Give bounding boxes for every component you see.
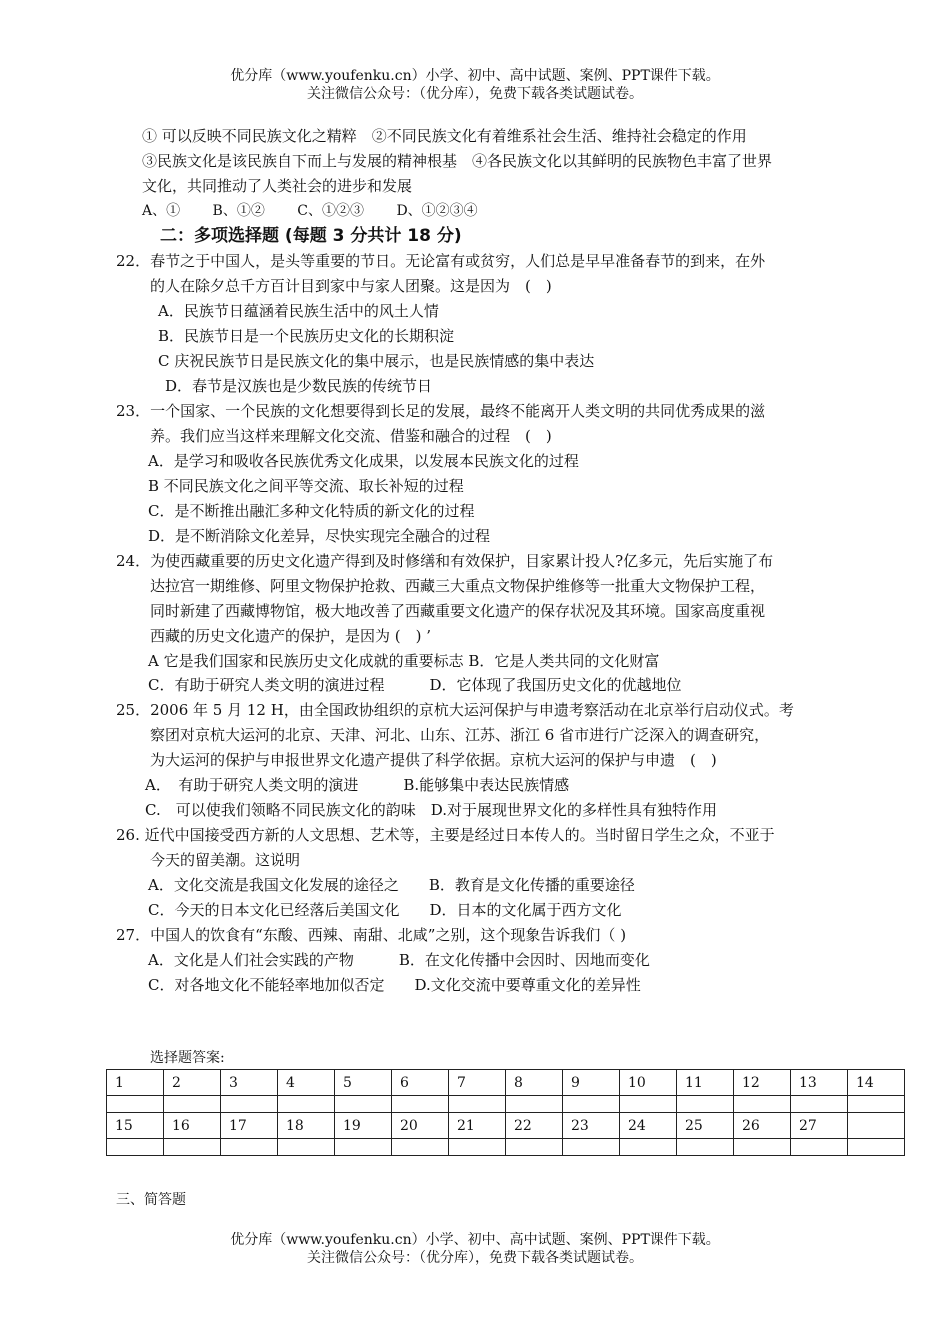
q26-stem-line-2: 今天的留美潮。这说明 xyxy=(150,851,301,869)
answer-cell[interactable] xyxy=(449,1096,506,1113)
footer-line-1: 优分库（www.youfenku.cn）小学、初中、高中试题、案例、PPT课件下载。 xyxy=(230,1232,720,1248)
table-cell xyxy=(848,1113,905,1139)
answer-cell[interactable] xyxy=(278,1139,335,1156)
prev-question-line-2: ③民族文化是该民族自下而上与发展的精神根基 ④各民族文化以其鲜明的民族物色丰富了世界 xyxy=(142,152,773,170)
q23-option-b: B 不同民族文化之间平等交流、取长补短的过程 xyxy=(148,477,464,495)
page-header xyxy=(0,67,950,103)
answer-table-number-row xyxy=(107,1113,905,1139)
q26-stem-line-1: 26. 近代中国接受西方新的人文思想、艺术等，主要是经过日本传人的。当时留日学生之众，不亚于 xyxy=(116,826,775,844)
q26-options-line-2: C．今天的日本文化已经落后美国文化 D．日本的文化属于西方文化 xyxy=(148,901,622,919)
prev-question-options: A、① B、①② C、①②③ D、①②③④ xyxy=(142,203,478,219)
prev-question-line-3: 文化，共同推动了人类社会的进步和发展 xyxy=(142,177,413,195)
header-line-1: 优分库（www.youfenku.cn）小学、初中、高中试题、案例、PPT课件下载。 xyxy=(230,68,720,84)
q24-options-line-1: A 它是我们国家和民族历史文化成就的重要标志 B．它是人类共同的文化财富 xyxy=(148,652,660,670)
table-cell: 9 xyxy=(563,1070,620,1096)
q24-stem-line-2: 达拉宫一期维修、阿里文物保护抢救、西藏三大重点文物保护维修等一批重大文物保护工程， xyxy=(150,577,766,595)
answer-cell[interactable] xyxy=(164,1139,221,1156)
table-cell: 26 xyxy=(734,1113,791,1139)
answer-cell[interactable] xyxy=(677,1139,734,1156)
answer-cell[interactable] xyxy=(734,1096,791,1113)
answer-cell[interactable] xyxy=(677,1096,734,1113)
answer-cell[interactable] xyxy=(848,1096,905,1113)
section-3-title: 三、简答题 xyxy=(116,1192,186,1208)
answer-cell[interactable] xyxy=(221,1096,278,1113)
q27-stem-line-1: 27．中国人的饮食有“东酸、西辣、南甜、北咸”之别，这个现象告诉我们（ ) xyxy=(116,926,627,944)
answer-cell[interactable] xyxy=(563,1096,620,1113)
answer-cell[interactable] xyxy=(734,1139,791,1156)
q23-option-c: C．是不断推出融汇多种文化特质的新文化的过程 xyxy=(148,502,475,520)
table-cell: 5 xyxy=(335,1070,392,1096)
answer-cell[interactable] xyxy=(506,1096,563,1113)
answer-cell[interactable] xyxy=(392,1139,449,1156)
table-cell: 19 xyxy=(335,1113,392,1139)
answer-table-answer-row xyxy=(107,1139,905,1156)
table-cell: 14 xyxy=(848,1070,905,1096)
q22-stem-line-2: 的人在除夕总千方百计目到家中与家人团聚。这是因为 ( ) xyxy=(150,277,552,295)
table-cell: 8 xyxy=(506,1070,563,1096)
q23-stem-line-1: 23．一个国家、一个民族的文化想要得到长足的发展，最终不能离开人类文明的共同优秀成果的滋 xyxy=(116,402,766,420)
q25-stem-line-3: 为大运河的保护与申报世界文化遗产提供了科学依据。京杭大运河的保护与申遗 ( ) xyxy=(150,751,717,769)
table-cell: 27 xyxy=(791,1113,848,1139)
answer-cell[interactable] xyxy=(164,1096,221,1113)
table-cell: 12 xyxy=(734,1070,791,1096)
header-line-2: 关注微信公众号：（优分库），免费下载各类试题试卷。 xyxy=(307,86,643,102)
answer-cell[interactable] xyxy=(563,1139,620,1156)
q24-options-line-2: C．有助于研究人类文明的演进过程 D．它体现了我国历史文化的优越地位 xyxy=(148,676,682,694)
table-cell: 22 xyxy=(506,1113,563,1139)
answer-cell[interactable] xyxy=(221,1139,278,1156)
q24-stem-line-1: 24．为使西藏重要的历史文化遗产得到及时修缮和有效保护，目家累计投人?亿多元，先后实施了布 xyxy=(116,552,774,570)
q26-options-line-1: A．文化交流是我国文化发展的途径之 B．教育是文化传播的重要途径 xyxy=(148,876,635,894)
q25-options-line-1: A． 有助于研究人类文明的演进 B.能够集中表达民族情感 xyxy=(145,776,570,794)
table-cell: 18 xyxy=(278,1113,335,1139)
answer-table-answer-row xyxy=(107,1096,905,1113)
q22-option-b: B．民族节日是一个民族历史文化的长期积淀 xyxy=(158,327,455,345)
q24-stem-line-3: 同时新建了西藏博物馆，极大地改善了西藏重要文化遗产的保存状况及其环境。国家高度重视 xyxy=(150,602,766,620)
answer-cell[interactable] xyxy=(392,1096,449,1113)
q22-stem-line-1: 22．春节之于中国人，是头等重要的节日。无论富有或贫穷，人们总是早早准备春节的到来，在外 xyxy=(116,252,766,270)
answer-table-label: 选择题答案: xyxy=(150,1050,225,1066)
answer-cell[interactable] xyxy=(506,1139,563,1156)
answer-cell[interactable] xyxy=(278,1096,335,1113)
table-cell: 3 xyxy=(221,1070,278,1096)
table-cell: 4 xyxy=(278,1070,335,1096)
table-cell: 13 xyxy=(791,1070,848,1096)
table-cell: 23 xyxy=(563,1113,620,1139)
answer-table-number-row xyxy=(107,1070,905,1096)
table-cell: 11 xyxy=(677,1070,734,1096)
table-cell: 21 xyxy=(449,1113,506,1139)
section-2-title: 二：多项选择题 (每题 3 分共计 18 分) xyxy=(160,226,462,246)
table-cell: 15 xyxy=(107,1113,164,1139)
q27-options-line-2: C．对各地文化不能轻率地加似否定 D.文化交流中要尊重文化的差异性 xyxy=(148,976,641,994)
answer-cell[interactable] xyxy=(335,1096,392,1113)
table-cell: 2 xyxy=(164,1070,221,1096)
q23-option-d: D．是不断消除文化差异，尽快实现完全融合的过程 xyxy=(148,527,491,545)
answer-cell[interactable] xyxy=(791,1139,848,1156)
answer-cell[interactable] xyxy=(620,1096,677,1113)
table-cell: 17 xyxy=(221,1113,278,1139)
answer-cell[interactable] xyxy=(107,1139,164,1156)
table-cell: 25 xyxy=(677,1113,734,1139)
prev-question-line-1: ① 可以反映不同民族文化之精粹 ②不同民族文化有着维系社会生活、维持社会稳定的作用 xyxy=(142,127,747,145)
q27-options-line-1: A．文化是人们社会实践的产物 B．在文化传播中会因时、因地而变化 xyxy=(148,951,650,969)
table-cell: 24 xyxy=(620,1113,677,1139)
q22-option-a: A．民族节日蕴涵着民族生活中的风土人情 xyxy=(158,302,439,320)
table-cell: 10 xyxy=(620,1070,677,1096)
table-cell: 7 xyxy=(449,1070,506,1096)
answer-table xyxy=(106,1069,905,1156)
answer-cell[interactable] xyxy=(449,1139,506,1156)
table-cell: 16 xyxy=(164,1113,221,1139)
q25-stem-line-1: 25．2006 年 5 月 12 H，由全国政协组织的京杭大运河保护与申遗考察活动在北京举行启动仪式。考 xyxy=(116,701,794,719)
footer-line-2: 关注微信公众号：（优分库），免费下载各类试题试卷。 xyxy=(307,1250,643,1266)
table-cell: 1 xyxy=(107,1070,164,1096)
q23-option-a: A．是学习和吸收各民族优秀文化成果，以发展本民族文化的过程 xyxy=(148,452,579,470)
q22-option-d: D．春节是汉族也是少数民族的传统节日 xyxy=(165,377,433,395)
q22-option-c: C 庆祝民族节日是民族文化的集中展示，也是民族情感的集中表达 xyxy=(158,352,595,370)
q23-stem-line-2: 养。我们应当这样来理解文化交流、借鉴和融合的过程 ( ) xyxy=(150,427,552,445)
q25-stem-line-2: 察团对京杭大运河的北京、天津、河北、山东、江苏、浙江 6 省市进行广泛深入的调查研究， xyxy=(150,726,770,744)
answer-cell[interactable] xyxy=(791,1096,848,1113)
q24-stem-line-4: 西藏的历史文化遗产的保护，是因为 ( ) ’ xyxy=(150,627,432,645)
answer-cell[interactable] xyxy=(335,1139,392,1156)
answer-cell[interactable] xyxy=(620,1139,677,1156)
q25-options-line-2: C. 可以使我们领略不同民族文化的韵味 D.对于展现世界文化的多样性具有独特作用 xyxy=(145,801,717,819)
page-footer xyxy=(0,1231,950,1267)
table-cell: 6 xyxy=(392,1070,449,1096)
answer-cell[interactable] xyxy=(848,1139,905,1156)
table-cell: 20 xyxy=(392,1113,449,1139)
answer-cell[interactable] xyxy=(107,1096,164,1113)
